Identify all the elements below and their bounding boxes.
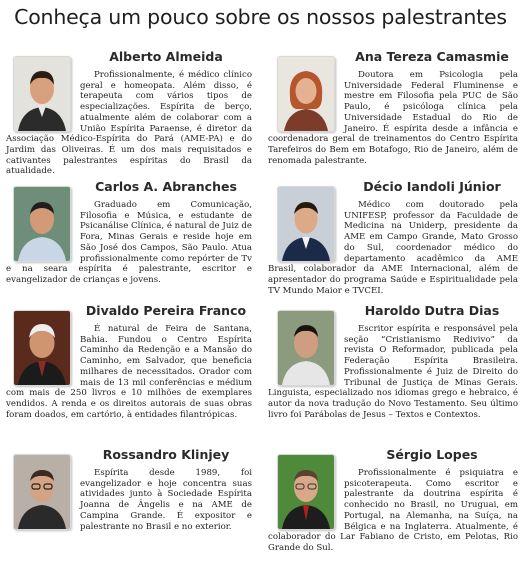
speaker-sergio-lopes xyxy=(268,446,518,564)
photo-wrap-spacer xyxy=(268,324,344,378)
photo-wrap-spacer xyxy=(268,200,344,254)
speaker-rossandro-klinjey xyxy=(6,446,256,564)
photo-wrap-spacer xyxy=(6,324,80,378)
speaker-bio-container xyxy=(6,324,252,420)
speaker-bio-container xyxy=(6,200,252,286)
speaker-decio-iandoli xyxy=(268,178,518,296)
speaker-bio-container xyxy=(268,200,518,296)
speaker-bio: Profissionalmente é psiquiatra e psicoterapeuta. Como escritor e palestrante da doutrina espírita é conhecido no Brasil, no Uruguai, em Portugal, na Alemanha, na Suíça, na Bélgica e na Inglaterra. Atualmente, é colaborador do Lar Fabiano de Cristo, em Pelotas, Rio Grande do Sul. xyxy=(268,468,518,553)
photo-wrap-spacer xyxy=(268,468,344,522)
speaker-bio: É natural de Feira de Santana, Bahia. Fundou o Centro Espírita Caminho da Redenção e a Mansão do Caminho, em Salvador, que beneficia milhares de necessitados. Orador com mais de 13 mil conferências e médium com mais de 250 livros e 10 milhões de exemplares vendidos. A renda e os direitos autorais de suas obras foram doados, em cartório, à entidades filantrópicas. xyxy=(6,324,252,420)
speaker-bio: Doutora em Psicologia pela Universidade Federal Fluminense e mestre em Filosofia pela PUC de São Paulo, é psicóloga clínica pela Universidade Estadual do Rio de Janeiro. É espírita desde a infância e coordenadora geral de treinamentos do Centro Espírita Tarefeiros do Bem em Botafogo, Rio de Janeiro, além de renomada palestrante. xyxy=(268,70,518,166)
speaker-bio: Espírita desde 1989, foi evangelizador e hoje concentra suas atividades junto à Sociedade Espírita Joanna de Ângelis e na AME de Campina Grande. É expositor e palestrante no Brasil e no exterior. xyxy=(80,468,252,532)
speaker-name: Ana Tereza Camasmie xyxy=(355,49,509,64)
speaker-name: Carlos A. Abranches xyxy=(95,179,237,194)
speaker-alberto-almeida xyxy=(6,48,256,177)
speaker-name: Décio Iandoli Júnior xyxy=(363,179,501,194)
photo-wrap-spacer xyxy=(6,200,80,254)
speaker-name: Alberto Almeida xyxy=(109,49,223,64)
speaker-divaldo-pereira-franco xyxy=(6,302,256,442)
speaker-name: Haroldo Dutra Dias xyxy=(364,303,500,318)
photo-wrap-spacer xyxy=(6,70,80,124)
speaker-name: Rossandro Klinjey xyxy=(102,447,230,462)
photo-wrap-spacer xyxy=(268,70,344,124)
speaker-bio-container xyxy=(268,324,518,420)
speaker-bio: Escritor espírita e responsável pela seção “Cristianismo Redivivo” da revista O Reformador, publicada pela Federação Espírita Brasileira. Profissionalmente é Juiz de Direito do Tribunal de Justiça de Minas Gerais. Linguista, especializado nos idiomas grego e hebraico, é autor da nova tradução do Novo Testamento. Seu último livro foi Parábolas de Jesus – Textos e Contextos. xyxy=(268,324,518,420)
speaker-bio: Médico com doutorado pela UNIFESP, professor da Faculdade de Medicina na Uniderp, presidente da AME em Campo Grande, Mato Grosso do Sul, coordenador médico do departamento acadêmico da AME Brasil, colaborador da AME Internacional, além de apresentador do programa Saúde e Espiritualidade pela TV Mundo Maior e TVCEI. xyxy=(268,200,518,296)
speaker-name: Divaldo Pereira Franco xyxy=(85,303,247,318)
speaker-ana-tereza-camasmie xyxy=(268,48,518,173)
page-title: Conheça um pouco sobre os nossos palestrantes xyxy=(14,5,507,29)
speaker-bio-container xyxy=(6,468,252,532)
speaker-name: Sérgio Lopes xyxy=(386,447,478,462)
speaker-haroldo-dutra-dias xyxy=(268,302,518,442)
speaker-bio-container xyxy=(268,70,518,166)
speaker-bio: Graduado em Comunicação, Filosofia e Música, e estudante de Psicanálise Clínica, é natural de Juiz de Fora, Minas Gerais e reside hoje em São José dos Campos, São Paulo. Atua profissionalmente como repórter de Tv e na seara espírita é palestrante, escritor e evangelizador de crianças e jovens. xyxy=(6,200,252,285)
speaker-carlos-abranches xyxy=(6,178,256,296)
photo-wrap-spacer xyxy=(6,468,80,522)
speaker-bio-container: Profissionalmente, é médico clínico geral e homeopata. Além disso, é terapeuta com vários tipos de especializações. Espírita de berço, atualmente além de colaborar com a União Espírita Paraense, é diretor da Associação Médico-Espírita do Pará (AME-PA) e do Jardim das Oliveiras. É um dos mais requisitados e cativantes palestrantes espíritas do Brasil da atualidade. xyxy=(6,70,252,177)
speaker-bio-container xyxy=(268,468,518,554)
